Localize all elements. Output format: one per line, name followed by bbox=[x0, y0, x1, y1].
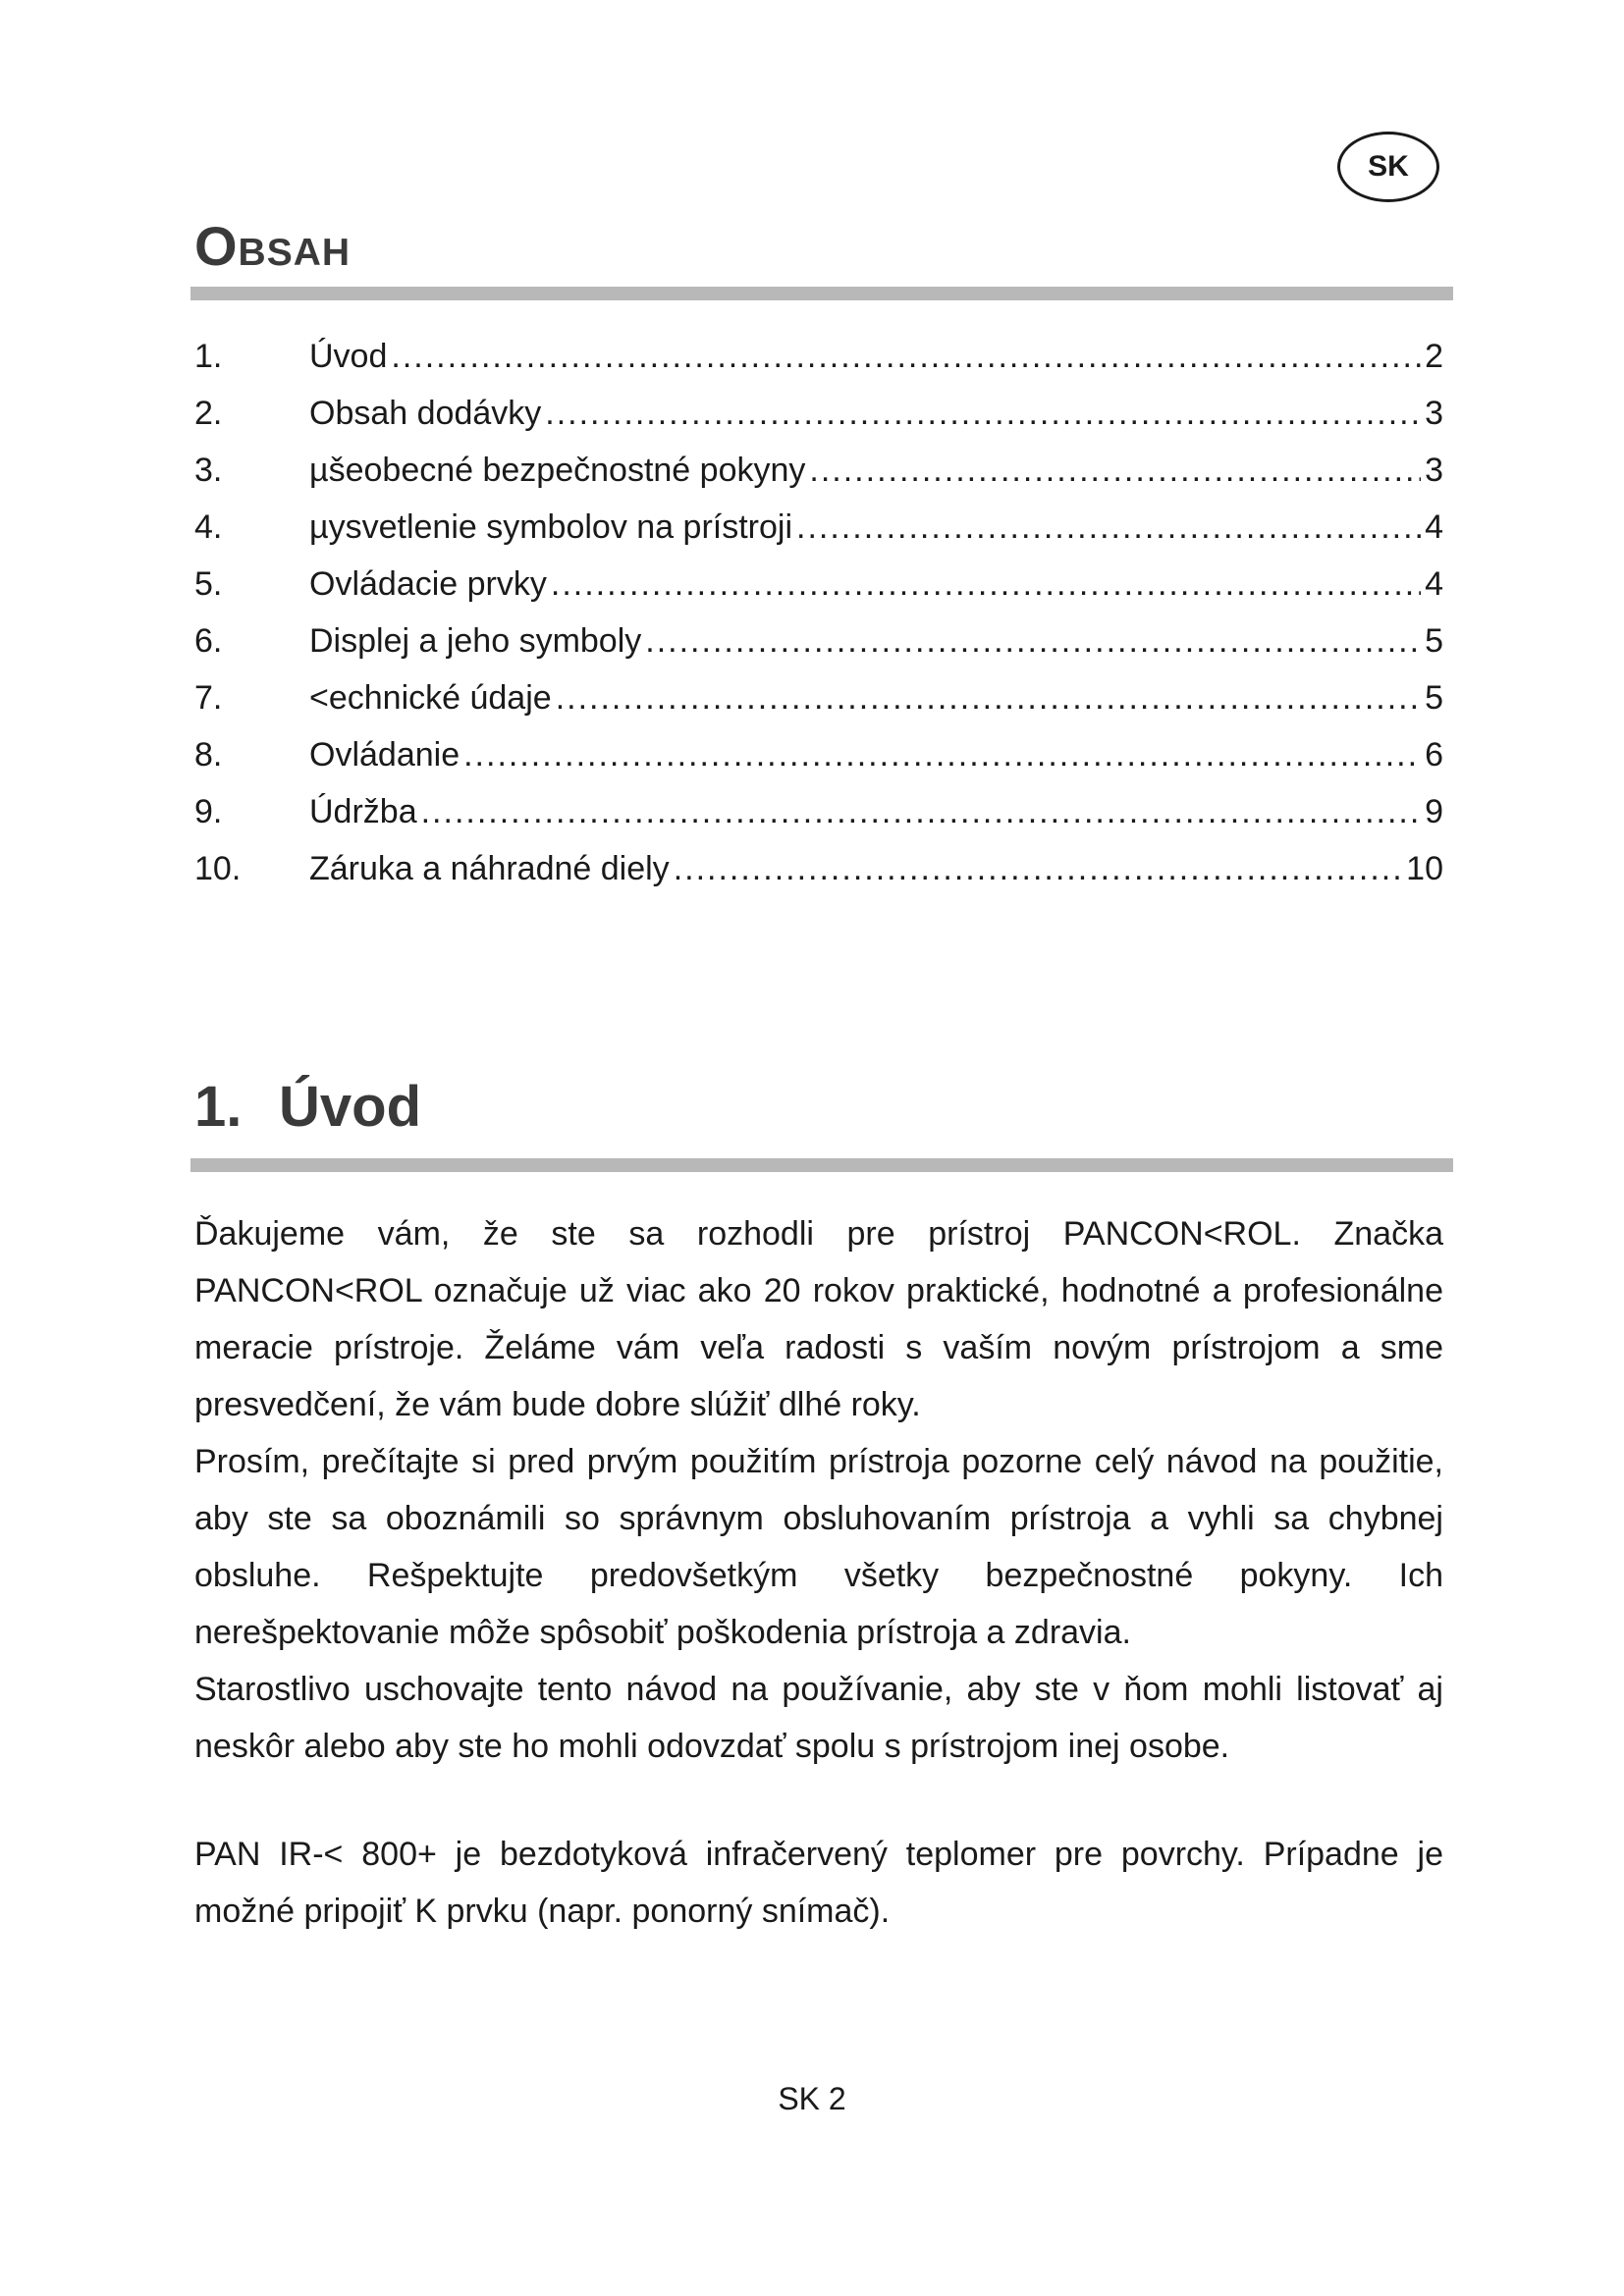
toc-entry[interactable] bbox=[194, 679, 1443, 736]
toc-entry-page: 9 bbox=[1425, 793, 1443, 830]
toc-entry-label: µysvetlenie symbolov na prístroji bbox=[309, 508, 793, 546]
toc-title: Obsah bbox=[194, 215, 352, 277]
toc-entry-label: Obsah dodávky bbox=[309, 395, 542, 432]
toc-leader-dots bbox=[556, 679, 1421, 718]
toc-leader-dots bbox=[391, 338, 1421, 376]
paragraph: Ďakujeme vám, že ste sa rozhodli pre prístroj PANCON<ROL. Značka PANCON<ROL označuje už viac ako 20 rokov praktické, hodnotné a profesionálne meracie prístroje. Želáme vám veľa radosti s vaším novým prístrojom a sme presvedčení, že vám bude dobre slúžiť dlhé roky. bbox=[194, 1215, 1443, 1423]
section-heading bbox=[194, 1074, 421, 1140]
toc-entry-number: 4. bbox=[194, 508, 223, 546]
toc-leader-dots bbox=[796, 508, 1421, 547]
toc-entry-number: 9. bbox=[194, 793, 223, 830]
toc-entry-label: <echnické údaje bbox=[309, 679, 552, 717]
product-description bbox=[194, 1826, 1443, 1940]
toc-leader-dots bbox=[421, 793, 1421, 831]
toc-entry[interactable] bbox=[194, 452, 1443, 508]
toc-entry-label: Displej a jeho symboly bbox=[309, 622, 642, 660]
toc-entry-number: 1. bbox=[194, 338, 223, 375]
toc-entry-number: 7. bbox=[194, 679, 223, 717]
toc-leader-dots bbox=[545, 395, 1421, 433]
toc-entry-page: 4 bbox=[1425, 508, 1443, 546]
toc-entry-page: 3 bbox=[1425, 395, 1443, 432]
toc-leader-dots bbox=[645, 622, 1421, 661]
toc-leader-dots bbox=[674, 850, 1402, 888]
toc-entry-number: 3. bbox=[194, 452, 223, 489]
paragraph: Starostlivo uschovajte tento návod na používanie, aby ste v ňom mohli listovať aj neskôr alebo aby ste ho mohli odovzdať spolu s prístrojom inej osobe. bbox=[194, 1671, 1443, 1765]
section-divider bbox=[190, 1158, 1453, 1172]
toc-entry-label: µšeobecné bezpečnostné pokyny bbox=[309, 452, 806, 489]
toc-entry[interactable] bbox=[194, 793, 1443, 850]
toc-entry-label: Záruka a náhradné diely bbox=[309, 850, 670, 887]
toc-entry-label: Úvod bbox=[309, 338, 388, 375]
language-badge: SK bbox=[1337, 132, 1439, 202]
paragraph: Prosím, prečítajte si pred prvým použitím prístroja pozorne celý návod na použitie, aby ste sa oboznámili so správnym obsluhovaním prístroja a vyhli sa chybnej obsluhe. Rešpektujte predovšetkým všetky bezpečnostné pokyny. Ich nerešpektovanie môže spôsobiť poškodenia prístroja a zdravia. bbox=[194, 1443, 1443, 1651]
toc-entry-page: 4 bbox=[1425, 565, 1443, 603]
toc-leader-dots bbox=[551, 565, 1421, 604]
toc-entry-label: Ovládanie bbox=[309, 736, 460, 774]
toc-entry-label: Údržba bbox=[309, 793, 417, 830]
toc-entry[interactable] bbox=[194, 338, 1443, 395]
toc-leader-dots bbox=[463, 736, 1421, 774]
toc-entry-page: 2 bbox=[1425, 338, 1443, 375]
intro-text bbox=[194, 1205, 1443, 1775]
toc-entry-number: 10. bbox=[194, 850, 242, 887]
toc-entry[interactable] bbox=[194, 850, 1443, 907]
toc-entry[interactable] bbox=[194, 565, 1443, 622]
toc-entry[interactable] bbox=[194, 395, 1443, 452]
toc-entry-page: 5 bbox=[1425, 622, 1443, 660]
toc-entry-page: 3 bbox=[1425, 452, 1443, 489]
page-number: SK 2 bbox=[778, 2081, 846, 2116]
toc-entry[interactable] bbox=[194, 508, 1443, 565]
toc-entry-page: 5 bbox=[1425, 679, 1443, 717]
toc-divider bbox=[190, 287, 1453, 300]
section-number: 1. bbox=[194, 1075, 243, 1139]
toc-entry[interactable] bbox=[194, 736, 1443, 793]
section-title-text: Úvod bbox=[279, 1075, 421, 1139]
toc-entry-number: 8. bbox=[194, 736, 223, 774]
toc-entry-number: 2. bbox=[194, 395, 223, 432]
toc-entry[interactable] bbox=[194, 622, 1443, 679]
toc-entry-page: 6 bbox=[1425, 736, 1443, 774]
table-of-contents bbox=[194, 338, 1443, 907]
toc-entry-page: 10 bbox=[1406, 850, 1443, 887]
toc-leader-dots bbox=[809, 452, 1421, 490]
toc-entry-number: 5. bbox=[194, 565, 223, 603]
toc-entry-label: Ovládacie prvky bbox=[309, 565, 547, 603]
toc-entry-number: 6. bbox=[194, 622, 223, 660]
paragraph: PAN IR-< 800+ je bezdotyková infračervený teplomer pre povrchy. Prípadne je možné pripojiť K prvku (napr. ponorný snímač). bbox=[194, 1836, 1443, 1930]
